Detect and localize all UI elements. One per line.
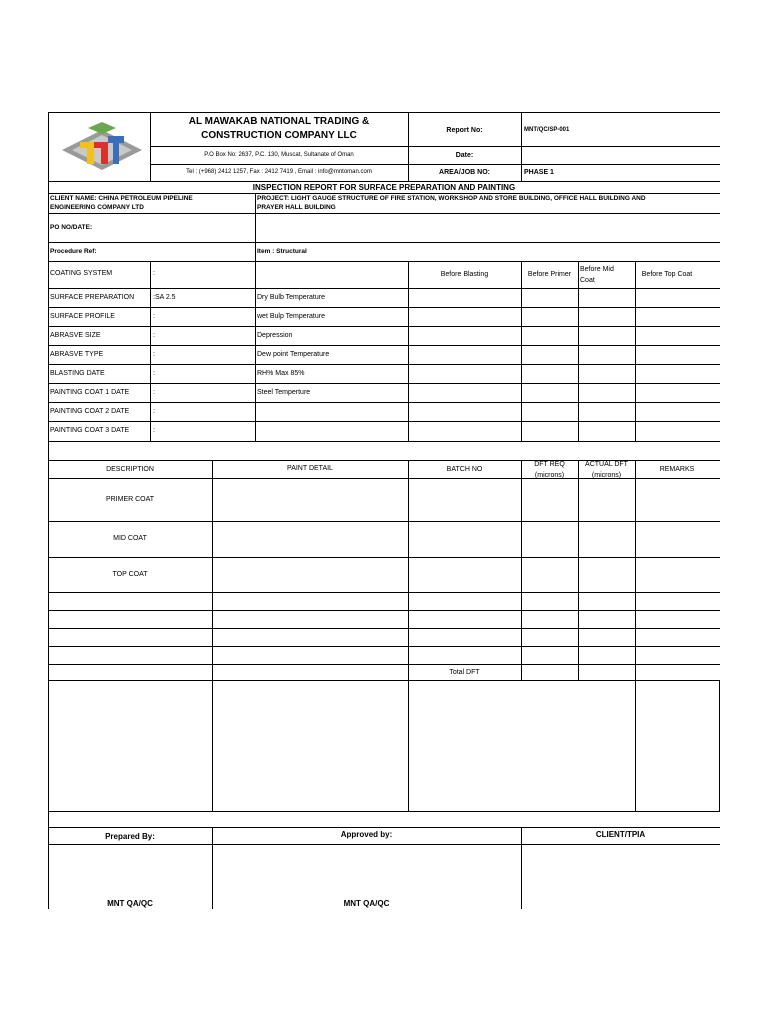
before-blasting-header: Before Blasting	[440, 271, 489, 278]
coating-row-env: RH% Max 85%	[257, 370, 305, 377]
coating-row-label: ABRASVE TYPE	[50, 351, 104, 358]
coating-row-value[interactable]: :	[153, 332, 155, 339]
company-contact: Tel : (+968) 2412 1257, Fax : 2412 7419 , Email : info@mntoman.com	[186, 169, 372, 175]
coating-row-value[interactable]: :	[153, 389, 155, 396]
coating-row-env: Dry Bulb Temperature	[257, 294, 325, 301]
top-coat-label: TOP COAT	[112, 571, 148, 578]
coating-row-value[interactable]: :	[153, 408, 155, 415]
project-line1: PROJECT: LIGHT GAUGE STRUCTURE OF FIRE STATION, WORKSHOP AND STORE BUILDING, OFFICE HALL BUILDING AND	[257, 195, 646, 202]
project-line2: PRAYER HALL BUILDING	[257, 204, 336, 211]
description-header: DESCRIPTION	[106, 466, 154, 473]
coating-row-value[interactable]: :	[153, 427, 155, 434]
coating-row-value[interactable]: :	[153, 270, 155, 277]
coating-row-env: Dew point Temperature	[257, 351, 330, 358]
company-name-line1: AL MAWAKAB NATIONAL TRADING &	[188, 116, 370, 127]
report-no-label: Report No:	[446, 127, 483, 134]
approved-by-label: Approved by:	[340, 830, 393, 839]
report-no-value[interactable]: MNT/QC/SP-001	[524, 127, 570, 133]
area-job-label: AREA/JOB NO:	[439, 169, 490, 176]
coating-row-label: PAINTING COAT 1 DATE	[50, 389, 130, 396]
before-mid-coat-header-line1: Before Mid	[580, 266, 614, 273]
total-dft-label: Total DFT	[449, 669, 480, 676]
procedure-ref-label: Procedure Ref:	[50, 248, 97, 255]
date-label: Date:	[455, 152, 474, 159]
client-name-line1: CLIENT NAME: CHINA PETROLEUM PIPELINE	[50, 195, 193, 202]
company-name-line2: CONSTRUCTION COMPANY LLC	[201, 130, 357, 141]
po-no-date-label: PO NO/DATE:	[50, 224, 93, 231]
before-primer-header: Before Primer	[527, 271, 572, 278]
coating-row-label: PAINTING COAT 3 DATE	[50, 427, 130, 434]
coating-row-value[interactable]: :	[153, 351, 155, 358]
coating-row-env: Depression	[257, 332, 293, 339]
area-job-value[interactable]: PHASE 1	[524, 169, 554, 176]
item-label: Item : Structural	[257, 248, 307, 255]
before-mid-coat-header-line2: Coat	[580, 277, 595, 284]
paint-detail-header: PAINT DETAIL	[287, 465, 333, 472]
coating-row-env: Steel Temperture	[257, 389, 311, 396]
actual-dft-header-line2: (microns)	[591, 472, 622, 479]
coating-row-label: BLASTING DATE	[50, 370, 105, 377]
coating-row-env: wet Bulp Temperature	[257, 313, 325, 320]
company-address: P.O Box No: 2637, P.C. 130, Muscat, Sultanate of Oman	[204, 152, 354, 158]
coating-row-value[interactable]: :	[153, 370, 155, 377]
dft-req-header-line1: DFT REQ	[534, 461, 565, 468]
coating-row-value[interactable]: :	[153, 313, 155, 320]
client-name-line2: ENGINEERING COMPANY LTD	[50, 204, 144, 211]
coating-row-label: PAINTING COAT 2 DATE	[50, 408, 130, 415]
coating-row-value[interactable]: :SA 2.5	[153, 294, 176, 301]
approved-by-name: MNT QA/QC	[343, 899, 390, 908]
before-top-coat-header: Before Top Coat	[641, 271, 693, 278]
remarks-header: REMARKS	[659, 466, 695, 473]
coating-row-label: ABRASVE SIZE	[50, 332, 101, 339]
report-title: INSPECTION REPORT FOR SURFACE PREPARATION AND PAINTING	[252, 183, 516, 192]
coating-row-label: SURFACE PREPARATION	[50, 294, 135, 301]
dft-req-header-line2: (microns)	[534, 472, 565, 479]
client-tpia-label: CLIENT/TPIA	[595, 830, 646, 839]
primer-coat-label: PRIMER COAT	[105, 496, 155, 503]
prepared-by-label: Prepared By:	[105, 832, 155, 841]
company-logo-icon	[58, 118, 144, 176]
actual-dft-header-line1: ACTUAL DFT	[585, 461, 628, 468]
prepared-by-name: MNT QA/QC	[107, 899, 153, 908]
coating-row-label: COATING SYSTEM	[50, 270, 113, 277]
batch-no-header: BATCH NO	[446, 466, 483, 473]
coating-row-label: SURFACE PROFILE	[50, 313, 115, 320]
mid-coat-label: MID COAT	[113, 535, 147, 542]
